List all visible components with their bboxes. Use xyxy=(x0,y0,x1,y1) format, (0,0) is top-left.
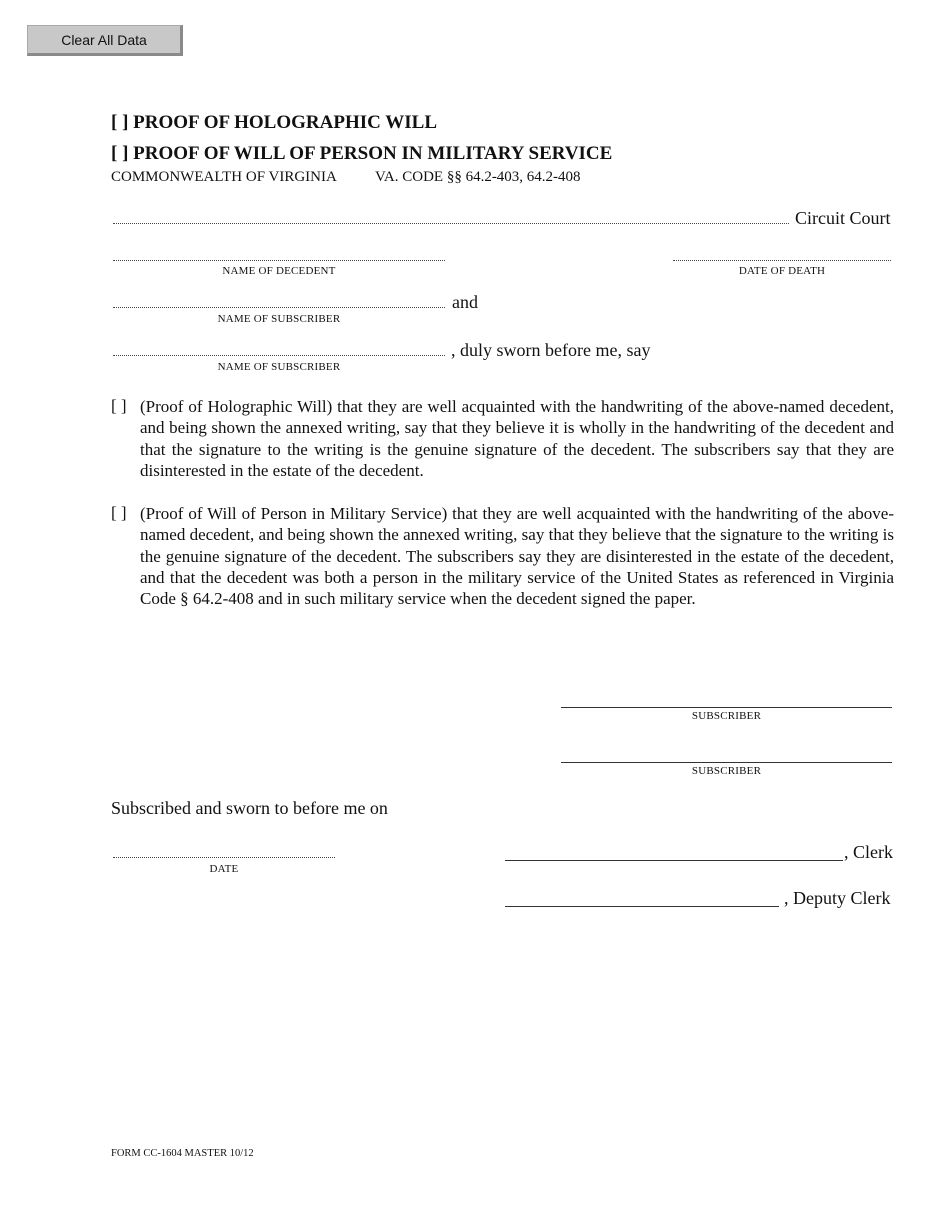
form-id: FORM CC-1604 MASTER 10/12 xyxy=(111,1148,254,1159)
title-holographic-row xyxy=(111,112,437,134)
code-reference: VA. CODE §§ 64.2-403, 64.2-408 xyxy=(375,169,581,185)
deputy-clerk-label: , Deputy Clerk xyxy=(784,888,891,908)
military-paragraph: (Proof of Will of Person in Military Service) that they are well acquainted with the handwriting of the above-named decedent, and being shown the annexed writing, say that they believe that the signature to the writing is the genuine signature of the decedent. The subscribers say they are disinterested in the estate of the decedent, and that the decedent was both a person in the military service of the United States as referenced in Virginia Code § 64.2-408 and in such military service when the decedent signed the paper. xyxy=(140,504,894,609)
holographic-paragraph: (Proof of Holographic Will) that they are well acquainted with the handwriting of the above-named decedent, and being shown the annexed writing, say that they believe it is wholly in the handwriting of the decedent and that the signature to the writing is the genuine signature of the decedent. The subscribers say that they are disinterested in the estate of the decedent. xyxy=(140,397,894,480)
subscriber-2-suffix: , duly sworn before me, say xyxy=(451,340,651,360)
decedent-name-input[interactable] xyxy=(113,260,445,261)
circuit-court-label: Circuit Court xyxy=(795,208,891,228)
subscriber-1-suffix: and xyxy=(452,292,478,312)
title-military-row xyxy=(111,143,612,165)
subscriber-signature-label-1: SUBSCRIBER xyxy=(691,710,762,722)
date-of-death-input[interactable] xyxy=(673,260,891,261)
clerk-label: , Clerk xyxy=(844,842,893,862)
sworn-date-input[interactable] xyxy=(113,857,335,858)
military-option-checkbox[interactable]: [ ] xyxy=(111,503,127,522)
deputy-clerk-signature-line[interactable] xyxy=(505,906,779,907)
subscriber-signature-line-2[interactable] xyxy=(561,762,892,763)
holographic-checkbox[interactable]: [ ] xyxy=(111,112,129,133)
subscriber-1-input[interactable] xyxy=(113,307,445,308)
military-checkbox[interactable]: [ ] xyxy=(111,143,129,164)
decedent-name-label: NAME OF DECEDENT xyxy=(222,265,336,277)
subscriber-signature-line-1[interactable] xyxy=(561,707,892,708)
sworn-date-label: DATE xyxy=(209,863,239,875)
clear-all-data-button[interactable]: Clear All Data xyxy=(27,25,183,56)
subscriber-1-label: NAME OF SUBSCRIBER xyxy=(217,313,341,325)
jurisdiction: COMMONWEALTH OF VIRGINIA xyxy=(111,169,337,185)
date-of-death-label: DATE OF DEATH xyxy=(738,265,826,277)
holographic-option-checkbox[interactable]: [ ] xyxy=(111,396,127,415)
title-holographic: PROOF OF HOLOGRAPHIC WILL xyxy=(133,112,437,133)
title-military: PROOF OF WILL OF PERSON IN MILITARY SERVICE xyxy=(133,143,613,164)
subscriber-2-input[interactable] xyxy=(113,355,445,356)
circuit-court-input[interactable] xyxy=(113,223,789,224)
sworn-statement: Subscribed and sworn to before me on xyxy=(111,798,388,818)
clerk-signature-line[interactable] xyxy=(505,860,843,861)
subscriber-signature-label-2: SUBSCRIBER xyxy=(691,765,762,777)
subscriber-2-label: NAME OF SUBSCRIBER xyxy=(217,361,341,373)
